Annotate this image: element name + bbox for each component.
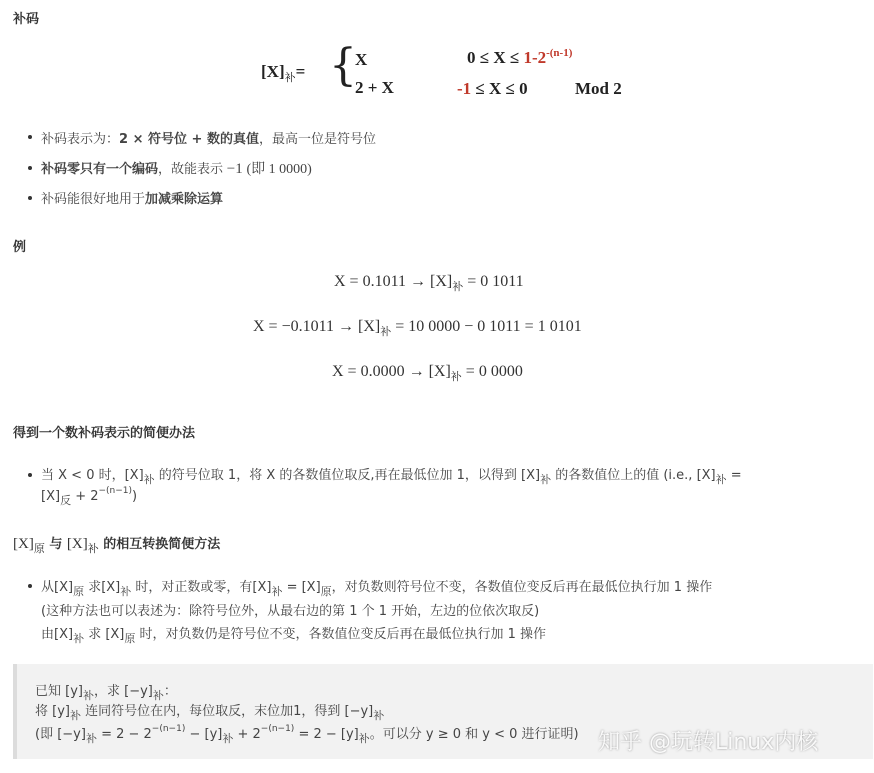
example-equation-2: $X = -0.1011 \to [X]_补 = 10$ 0000 − 0 1011 = 1 0101 bbox=[253, 318, 582, 338]
bullet-dot bbox=[28, 473, 32, 477]
formula-row1-expr: X bbox=[355, 50, 368, 69]
formula-row2-expr: 2 + X bbox=[355, 78, 394, 97]
note-line-1: 已知 $[y]_补$，求 $[-y]_补$： bbox=[35, 684, 177, 702]
note-line-2: 将 $[y]_补$ 连同符号位在内，每位取反，末位加1，得到 $[-y]_补$ bbox=[35, 704, 385, 722]
formula-row1-cond: $0 \le X \le 1-2^{-(n-1)}$ bbox=[467, 47, 573, 67]
section-heading-conversion: $[X]_原$ 与 $[X]_补$ 的相互转换简便方法 bbox=[13, 536, 221, 555]
list-item-continuation: (这种方法也可以表述为：除符号位外，从最右边的第 1 个 1 开始，左边的位依次取反) bbox=[41, 604, 540, 619]
bullet-dot bbox=[28, 166, 32, 170]
watermark: 知乎 @玩转Linux内核 bbox=[598, 730, 819, 755]
complement-formula bbox=[255, 38, 655, 108]
list-item: 补码能很好地用于加减乘除运算 bbox=[41, 192, 224, 207]
list-item-continuation: $[X]_反 + 2^{-(n-1)}$) bbox=[41, 486, 138, 507]
formula-brace: { bbox=[329, 40, 357, 91]
example-equation-3: $X = 0.0000 \to [X]_补 = 0$ 0000 bbox=[332, 363, 523, 383]
list-item: 从$[X]_原$ 求$[X]_补$ 时，对正数或零，有$[X]_补 = [X]_原$，对负数则符号位不变，各数值位变反后再在最低位执行加 1 操作 bbox=[41, 580, 713, 598]
bullet-dot bbox=[28, 196, 32, 200]
list-item-continuation: 由$[X]_补$ 求 $[X]_原$ 时，对负数仍是符号位不变，各数值位变反后再在最低位执行加 1 操作 bbox=[41, 627, 547, 645]
section-heading-buma: 补码 bbox=[13, 12, 40, 27]
formula-mod: Mod 2 bbox=[575, 79, 622, 98]
note-border bbox=[13, 664, 17, 759]
formula-row2-cond: -1 ≤ X ≤ 0 bbox=[457, 79, 528, 98]
bullet-dot bbox=[28, 135, 32, 139]
note-line-3: (即 $[-y]_补 = 2 - 2^{-(n-1)} - [y]_补 + 2^{-(n-1)} = 2 - [y]_补$。可以分 y ≥ 0 和 y < 0 进行证明) bbox=[35, 724, 579, 745]
list-item: 补码零只有一个编码，故能表示 −1 (即 1 0000) bbox=[41, 161, 312, 177]
section-heading-example: 例 bbox=[13, 240, 27, 255]
list-item: 补码表示为：2 × 符号位 + 数的真值，最高一位是符号位 bbox=[41, 132, 376, 147]
formula-lhs: $[X]_补=$ bbox=[261, 62, 306, 84]
bullet-dot bbox=[28, 584, 32, 588]
example-equation-1: $X = 0.1011 \to [X]_补 = 0$ 1011 bbox=[334, 273, 524, 293]
section-heading-simple-method: 得到一个数补码表示的简便办法 bbox=[13, 426, 196, 441]
list-item: 当 X < 0 时，$[X]_补$ 的符号位取 1，将 X 的各数值位取反,再在最低位加 1，以得到 $[X]_补$ 的各数值位上的值 (i.e., $[X]_补$ = bbox=[41, 468, 742, 486]
